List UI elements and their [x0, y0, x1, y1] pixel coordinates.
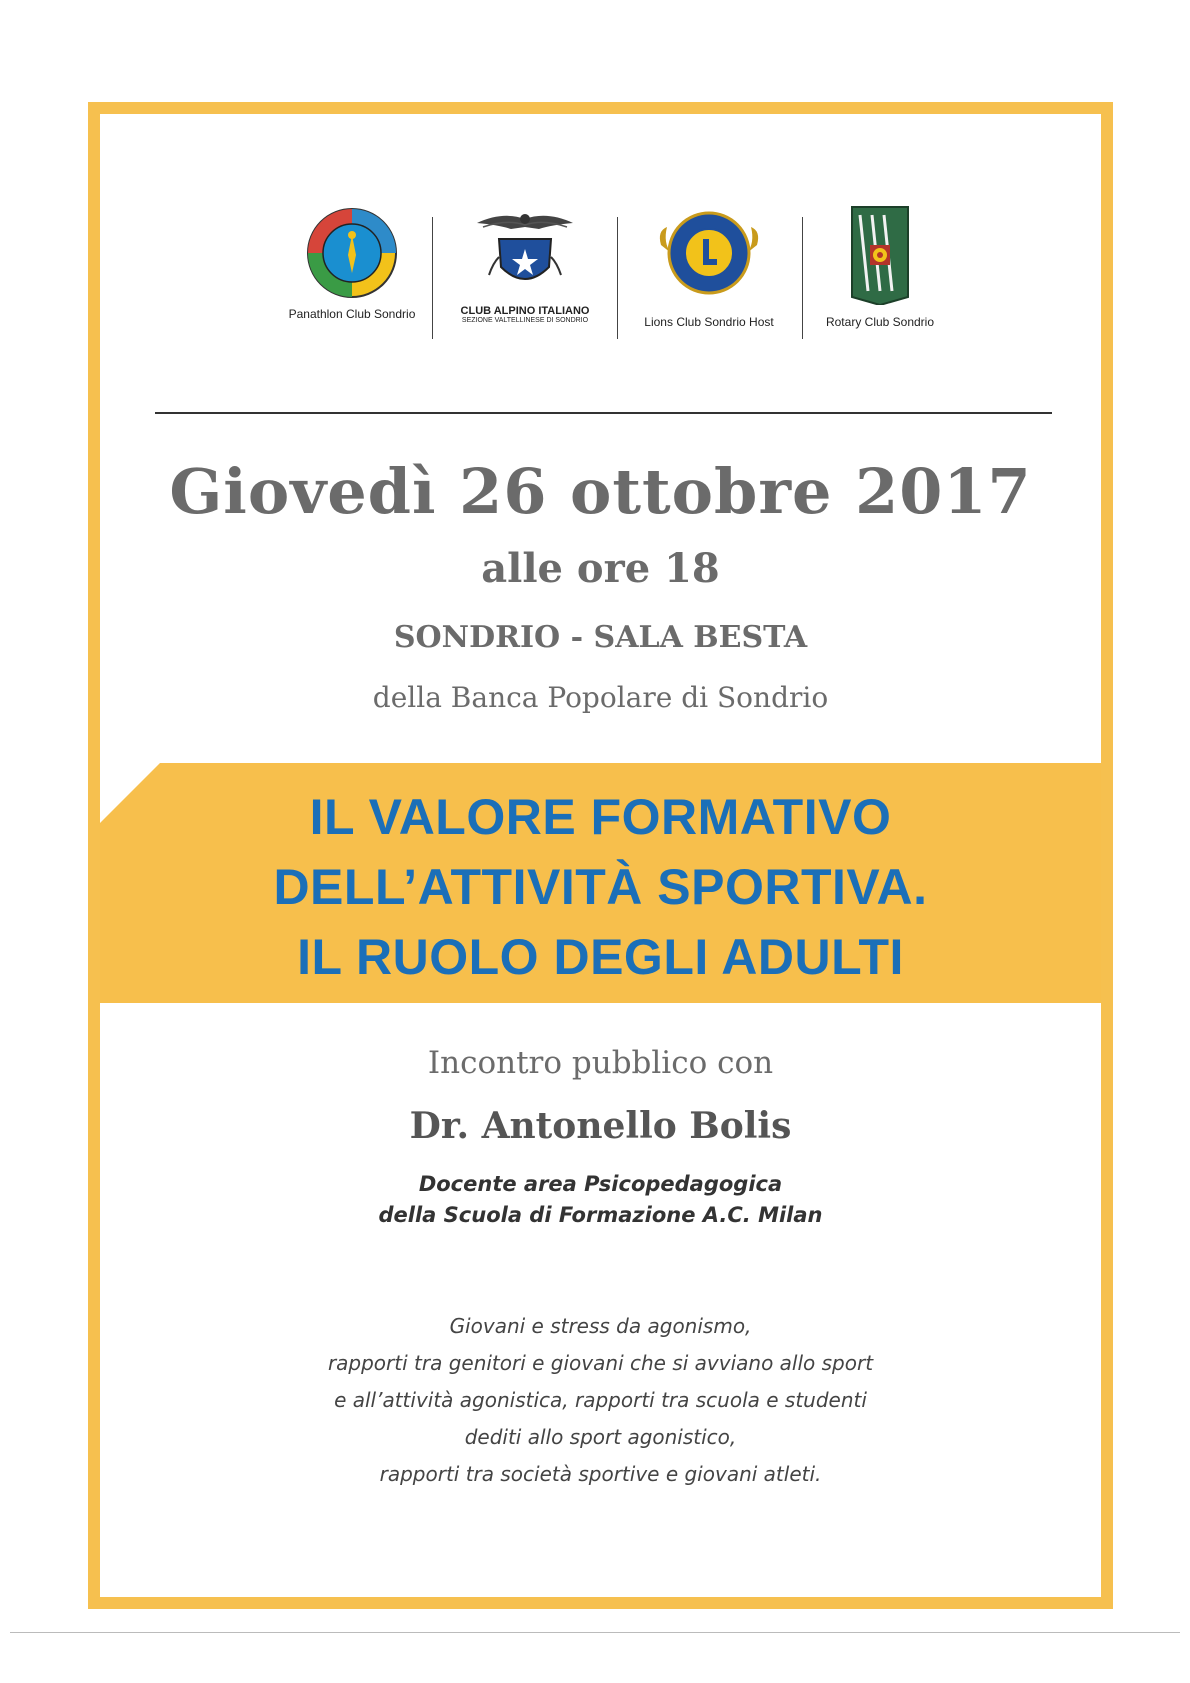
- cai-caption: CLUB ALPINO ITALIANO: [460, 305, 590, 317]
- event-time: alle ore 18: [481, 545, 720, 592]
- cai-caption-sub: SEZIONE VALTELLINESE DI SONDRIO: [461, 317, 589, 324]
- topic-line: rapporti tra società sportive e giovani atleti.: [379, 1462, 822, 1486]
- topic-line: dediti allo sport agonistico,: [464, 1425, 737, 1449]
- rotary-emblem-icon: [850, 205, 910, 305]
- page-bottom-line: [10, 1632, 1180, 1633]
- header-divider: [155, 412, 1052, 414]
- title-line-1: IL VALORE FORMATIVO: [309, 789, 892, 845]
- lions-emblem-icon: [653, 205, 765, 301]
- rotary-logo: [808, 205, 952, 329]
- lions-logo: [624, 205, 794, 329]
- logo-divider: [802, 217, 803, 339]
- title-line-2: DELL’ATTIVITÀ SPORTIVA.: [273, 859, 928, 915]
- logo-divider: [617, 217, 618, 339]
- event-venue: SONDRIO - SALA BESTA: [393, 620, 808, 655]
- cai-logo: [440, 205, 610, 324]
- panathlon-caption: Panathlon Club Sondrio: [288, 307, 416, 321]
- lions-caption: Lions Club Sondrio Host: [644, 315, 774, 329]
- cai-eagle-star-icon: [473, 205, 577, 301]
- panathlon-emblem-icon: [304, 205, 400, 301]
- speaker-role-line-1: Docente area Psicopedagogica: [418, 1172, 783, 1196]
- speaker-role-line-2: della Scuola di Formazione A.C. Milan: [378, 1203, 823, 1227]
- speaker-name: Dr. Antonello Bolis: [409, 1105, 792, 1147]
- topic-line: rapporti tra genitori e giovani che si avviano allo sport: [327, 1351, 874, 1375]
- logo-divider: [432, 217, 433, 339]
- topic-line: Giovani e stress da agonismo,: [449, 1314, 752, 1338]
- event-venue-sub: della Banca Popolare di Sondrio: [372, 681, 829, 714]
- speaker-intro: Incontro pubblico con: [427, 1045, 774, 1081]
- sponsor-logos: [272, 205, 952, 345]
- event-date: Giovedì 26 ottobre 2017: [169, 455, 1032, 528]
- topics-list: [88, 1308, 1113, 1493]
- panathlon-logo: [272, 205, 432, 321]
- rotary-caption: Rotary Club Sondrio: [825, 315, 935, 329]
- title-line-3: IL RUOLO DEGLI ADULTI: [297, 929, 904, 985]
- topic-line: e all’attività agonistica, rapporti tra scuola e studenti: [334, 1388, 867, 1412]
